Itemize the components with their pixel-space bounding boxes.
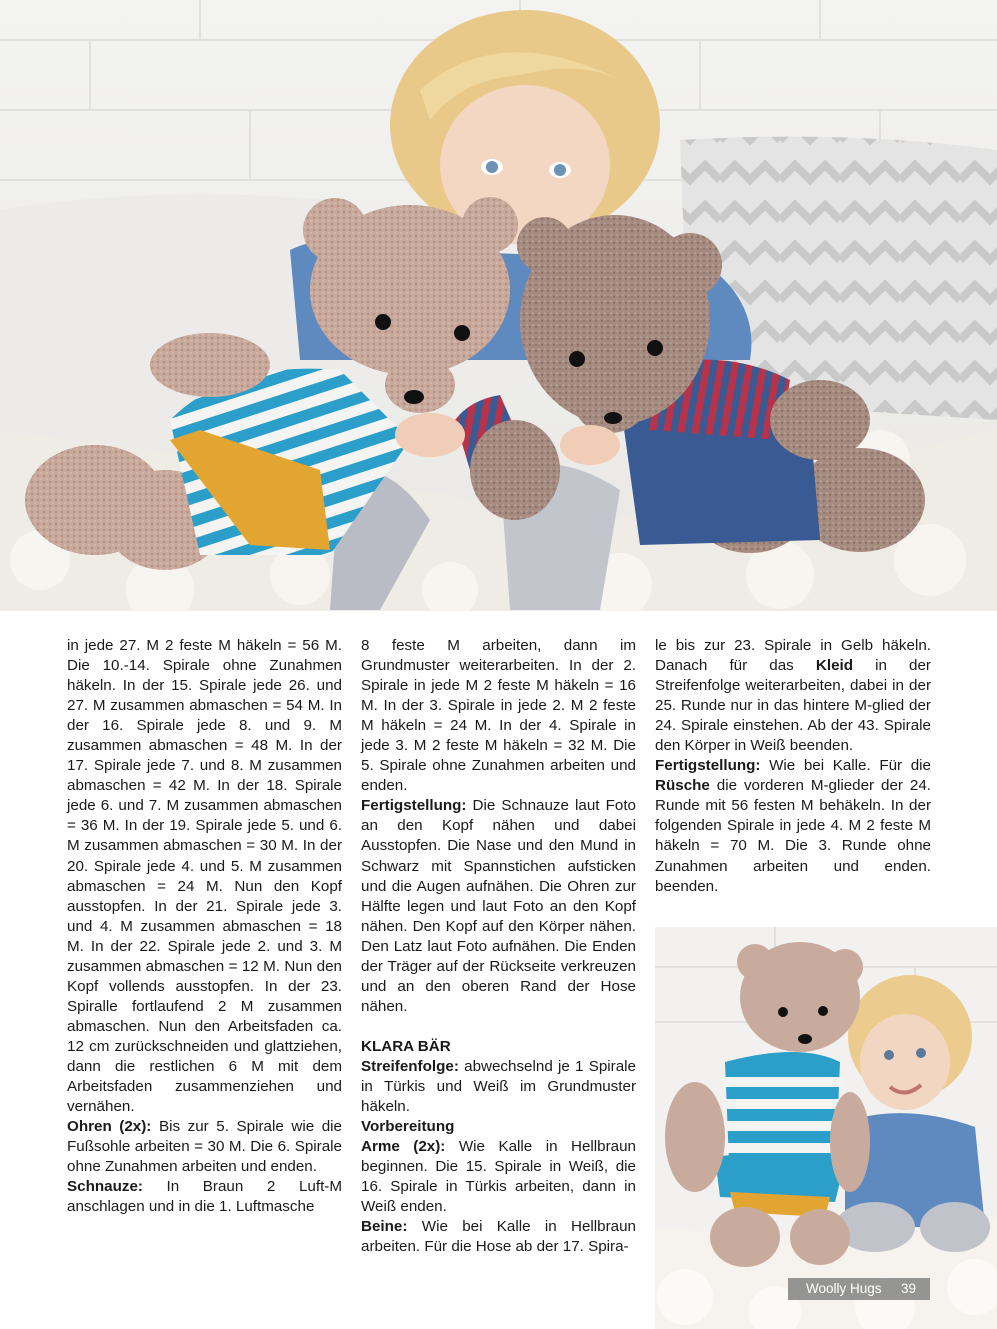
fertigstellung-label: Fertigstellung:	[655, 757, 761, 775]
arme-text: Wie Kalle in Hellbraun beginnen. Die 15. Spirale in Weiß, die 16. Spirale in Türkis arbeiten, dann in Weiß enden.	[361, 1138, 636, 1216]
secondary-photo	[655, 927, 997, 1329]
secondary-illustration	[655, 927, 997, 1329]
kleid-text-b: in der Streifenfolge weiterarbeiten, dabei in der 25. Runde nur in das hintere M-glied der 24. Spirale einstehen. Ab der 43. Spirale den Körper in Weiß beenden.	[655, 657, 931, 755]
paragraph-beine	[361, 1217, 636, 1257]
page-footer	[788, 1278, 930, 1300]
paragraph-fertigstellung	[361, 796, 636, 1017]
streifenfolge-text: abwechselnd je 1 Spirale in Türkis und Weiß im Grundmuster häkeln.	[361, 1057, 636, 1116]
page-number: 39	[900, 1281, 916, 1296]
schnauze-text: In Braun 2 Luft-M anschlagen und in die 1. Luftmasche	[67, 1178, 342, 1216]
ohren-text: Bis zur 5. Spirale wie die Fußsohle arbeiten = 30 M. Die 6. Spirale ohne Zunahmen arbeiten und enden.	[67, 1118, 343, 1176]
arme-label: Arme (2x):	[361, 1138, 446, 1156]
paragraph-fertigstellung	[655, 756, 931, 896]
paragraph: in jede 27. M 2 feste M häkeln = 56 M. Die 10.-14. Spirale ohne Zunahmen häkeln. In der 15. Spirale jede 26. und 27. M zusammen abmaschen = 54 M. In der 16. Spirale jede 8. und 9. M zusammen abmaschen = 48 M. In der 17. Spirale jede 7. und 8. M zusammen abmaschen = 42 M. In der 18. Spirale jede 6. und 7. M zusammen abmaschen = 36 M. In der 19. Spirale jede 5. und 6. M zusammen abmaschen = 30 M. In der 20. Spirale jede 4. und 5. M zusammen abmaschen = 24 M. Nun den Kopf ausstopfen. In der 21. Spirale jede 3. und 4. M zusammen abmaschen = 18 M. In der 22. Spirale jede 2. und 3. M zusammen abmaschen = 12 M. Nun den Kopf vollends ausstopfen. In der 23. Spiralle fortlaufend 2 M zusammen abmaschen. Nun den Arbeitsfaden ca. 12 cm zurückschneiden und glattziehen, dann die restlichen 6 M mit dem Arbeitsfaden zusammenziehen und vernähen.	[67, 637, 342, 1116]
beine-label: Beine:	[361, 1218, 408, 1236]
paragraph-streifenfolge	[361, 1057, 636, 1117]
paragraph-arme	[361, 1137, 636, 1217]
section-heading	[361, 1037, 636, 1057]
paragraph-kleid	[655, 636, 931, 756]
ohren-label: Ohren (2x):	[67, 1118, 152, 1136]
paragraph-schnauze	[67, 1177, 342, 1217]
ruesche-text: die vorderen M-glieder der 24. Runde mit 56 festen M behäkeln. In der folgenden Spirale in jede 4. M 2 feste M häkeln = 70 M. Die 3. Runde ohne Zunahmen arbeiten und enden. beenden.	[655, 777, 931, 895]
fertigstellung-label: Fertigstellung:	[361, 797, 467, 815]
magazine-name: Woolly Hugs	[806, 1281, 882, 1296]
klara-heading: KLARA BÄR	[361, 1037, 451, 1055]
text-column-1	[67, 636, 342, 1217]
fertigstellung-text: Wie bei Kalle. Für die	[760, 757, 931, 775]
kleid-label: Kleid	[815, 657, 854, 675]
text-column-3	[655, 636, 931, 897]
text-column-2	[361, 636, 636, 1257]
streifenfolge-label: Streifenfolge:	[361, 1057, 459, 1075]
kleid-text-a: le bis zur 23. Spirale in Gelb häkeln. Danach für das	[655, 637, 931, 675]
hero-photo	[0, 0, 997, 611]
beine-text: Wie bei Kalle in Hellbraun arbeiten. Für die Hose ab der 17. Spira-	[361, 1218, 636, 1256]
schnauze-label: Schnauze:	[67, 1178, 143, 1196]
paragraph-ohren	[67, 1117, 342, 1177]
ruesche-label: Rüsche	[655, 777, 710, 795]
subheading	[361, 1117, 636, 1137]
fertigstellung-text: Die Schnauze laut Foto an den Kopf nähen und dabei Ausstopfen. Die Nase und den Mund in Schwarz mit Spannstichen aufsticken und die Augen aufnähen. Die Ohren zur Hälfte legen und laut Foto an den Kopf nähen. Den Kopf auf den Körper nähen. Den Latz laut Foto aufnähen. Die Enden der Träger auf der Rückseite verkreuzen und an den oberen Rand der Hose nähen.	[361, 797, 636, 1015]
paragraph: 8 feste M arbeiten, dann im Grundmuster weiterarbeiten. In der 2. Spirale in jede M 2 feste M häkeln = 16 M. In der 3. Spirale in jede 2. M 2 feste M häkeln = 24 M. In der 4. Spirale in jede 3. M 2 feste M häkeln = 32 M. Die 5. Spirale ohne Zunahmen arbeiten und enden.	[361, 637, 636, 795]
hero-illustration	[0, 0, 997, 611]
vorbereitung-heading: Vorbereitung	[361, 1118, 455, 1136]
